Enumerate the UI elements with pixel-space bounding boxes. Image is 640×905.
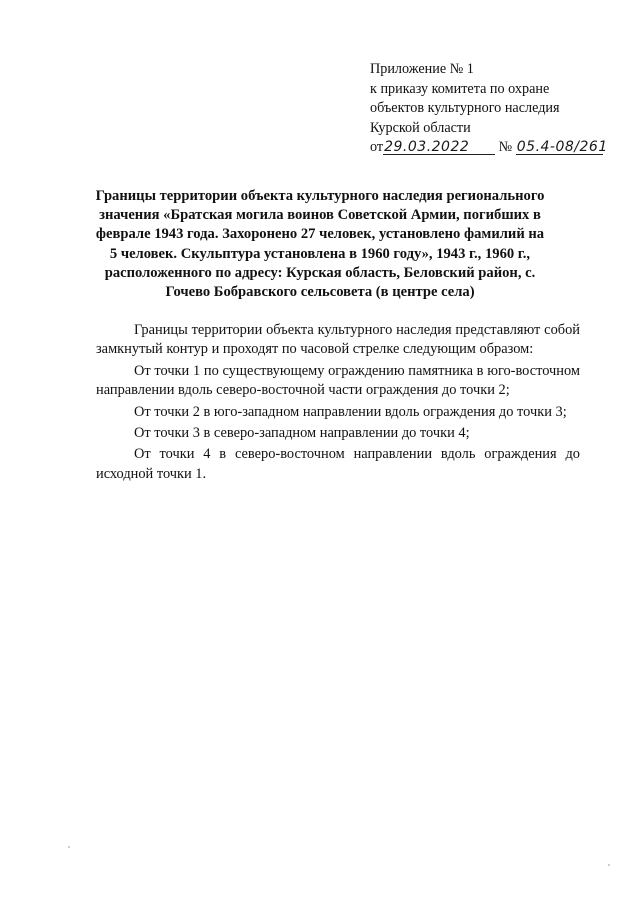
appendix-region-line: Курской области (370, 119, 471, 136)
handwritten-date: 29.03.2022 (383, 140, 495, 155)
paragraph-point-4: От точки 4 в северо-восточном направлении вдоль ограждения до исходной точки 1. (96, 446, 580, 482)
number-prefix: № (498, 139, 513, 155)
paragraph-point-1: От точки 1 по существующему ограждению памятника в юго-восточном направлении вдоль северо-восточной части ограждения до точки 2; (96, 362, 580, 399)
scan-speck (68, 846, 70, 848)
appendix-order-line: к приказу комитета по охране (370, 80, 550, 97)
appendix-header (370, 60, 610, 158)
appendix-committee-line: объектов культурного наследия (370, 100, 560, 116)
scan-speck (608, 864, 610, 866)
appendix-date-number-row (370, 138, 610, 158)
document-title: Границы территории объекта культурного наследия регионального значения «Братская могила воинов Советской Армии, погибших в феврале 1943 года. Захоронено 27 человек, установлено фамилий на 5 человек. Скульптура установлена в 1960 году», 1943 г., 1960 г., расположенного по адресу: Курская область, Беловский район, с. Гочево Бобравского сельсовета (в центре села) (95, 188, 545, 301)
paragraph-point-3: От точки 3 в северо-западном направлении до точки 4; (134, 425, 470, 442)
handwritten-order-number: 05.4-08/261 (516, 139, 608, 155)
paragraph-intro: Границы территории объекта культурного наследия представляют собой замкнутый контур и проходят по часовой стрелке следующим образом: (96, 322, 580, 358)
paragraph-point-2: От точки 2 в юго-западном направлении вдоль ограждения до точки 3; (134, 403, 567, 420)
appendix-number: Приложение № 1 (370, 61, 474, 77)
document-body (96, 321, 580, 486)
date-prefix: от (370, 139, 384, 155)
